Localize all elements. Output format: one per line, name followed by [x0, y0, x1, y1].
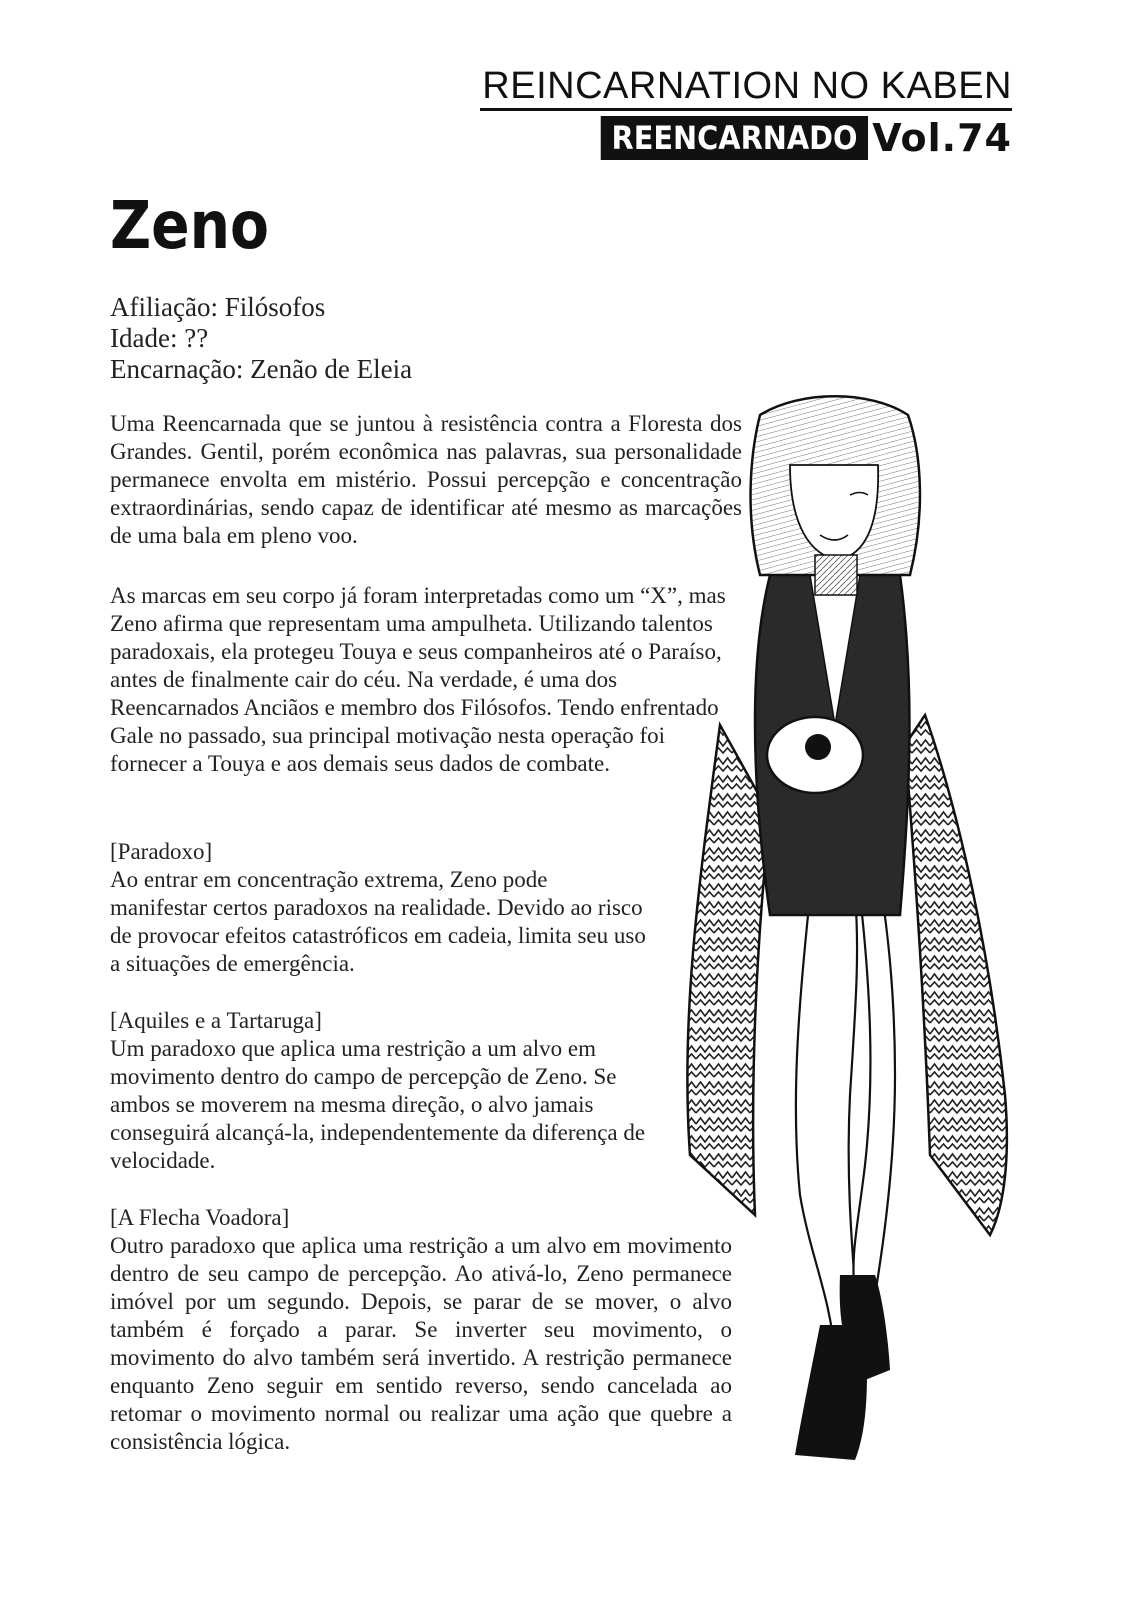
character-name: Zeno — [110, 187, 270, 264]
ability-text: Um paradoxo que aplica uma restrição a um alvo em movimento dentro do campo de percepção de Zeno. Se ambos se moverem na mesma direção, o alvo jamais conseguirá alcançá-la, independentemente da diferença de velocidade. — [110, 1036, 646, 1173]
profile-incarnation: Encarnação: Zenão de Eleia — [110, 354, 413, 384]
volume-number: Vol.74 — [872, 116, 1012, 160]
ability-section-flecha — [110, 1204, 732, 1456]
ability-text: Ao entrar em concentração extrema, Zeno pode manifestar certos paradoxos na realidade. Devido ao risco de provocar efeitos catastróficos em cadeia, limita seu uso a situações de emergência. — [110, 867, 646, 976]
series-title: REINCARNATION NO KABEN — [482, 65, 1012, 107]
ability-title: [Aquiles e a Tartaruga] — [110, 1008, 322, 1033]
ability-section-aquiles — [110, 1007, 670, 1175]
neck-collar — [815, 555, 857, 595]
series-title-underline — [480, 108, 1012, 111]
ability-title: [Paradoxo] — [110, 839, 213, 864]
cloak-right — [905, 715, 1007, 1235]
ability-title: [A Flecha Voadora] — [110, 1205, 290, 1230]
ability-section-paradoxo — [110, 838, 650, 978]
category-badge: REENCARNADO — [601, 116, 869, 160]
profile-block — [110, 292, 412, 385]
volume-badge-row — [571, 115, 1012, 161]
description-paragraph-2: As marcas em seu corpo já foram interpretadas como um “X”, mas Zeno afirma que representam uma ampulheta. Utilizando talentos paradoxais, ela protegeu Touya e seus companheiros até o Paraíso, antes de finalmente cair do céu. Na verdade, é uma dos Reencarnados Anciãos e membro dos Filósofos. Tendo enfrentado Gale no passado, sua principal motivação nesta operação foi fornecer a Touya e aos demais seus dados de combate. — [110, 583, 726, 776]
hair-and-head — [751, 396, 920, 575]
profile-age: Idade: ?? — [110, 323, 209, 353]
boots — [795, 1275, 890, 1460]
held-orb — [767, 717, 863, 793]
description-paragraph-1: Uma Reencarnada que se juntou à resistência contra a Floresta dos Grandes. Gentil, porém econômica nas palavras, sua personalidade permanece envolta em mistério. Possui percepção e concentração extraordinárias, sendo capaz de identificar até mesmo as marcações de uma bala em pleno voo. — [110, 411, 742, 548]
ability-text: Outro paradoxo que aplica uma restrição a um alvo em movimento dentro de seu campo de percepção. Ao ativá-lo, Zeno permanece imóvel por um segundo. Depois, se parar de se mover, o alvo também é forçado a parar. Se inverter seu movimento, o movimento do alvo também será invertido. A restrição permanece enquanto Zeno seguir em sentido reverso, sendo cancelada ao retomar o movimento normal ou realizar uma ação que quebre a consistência lógica. — [110, 1233, 732, 1454]
profile-affiliation: Afiliação: Filósofos — [110, 292, 326, 322]
